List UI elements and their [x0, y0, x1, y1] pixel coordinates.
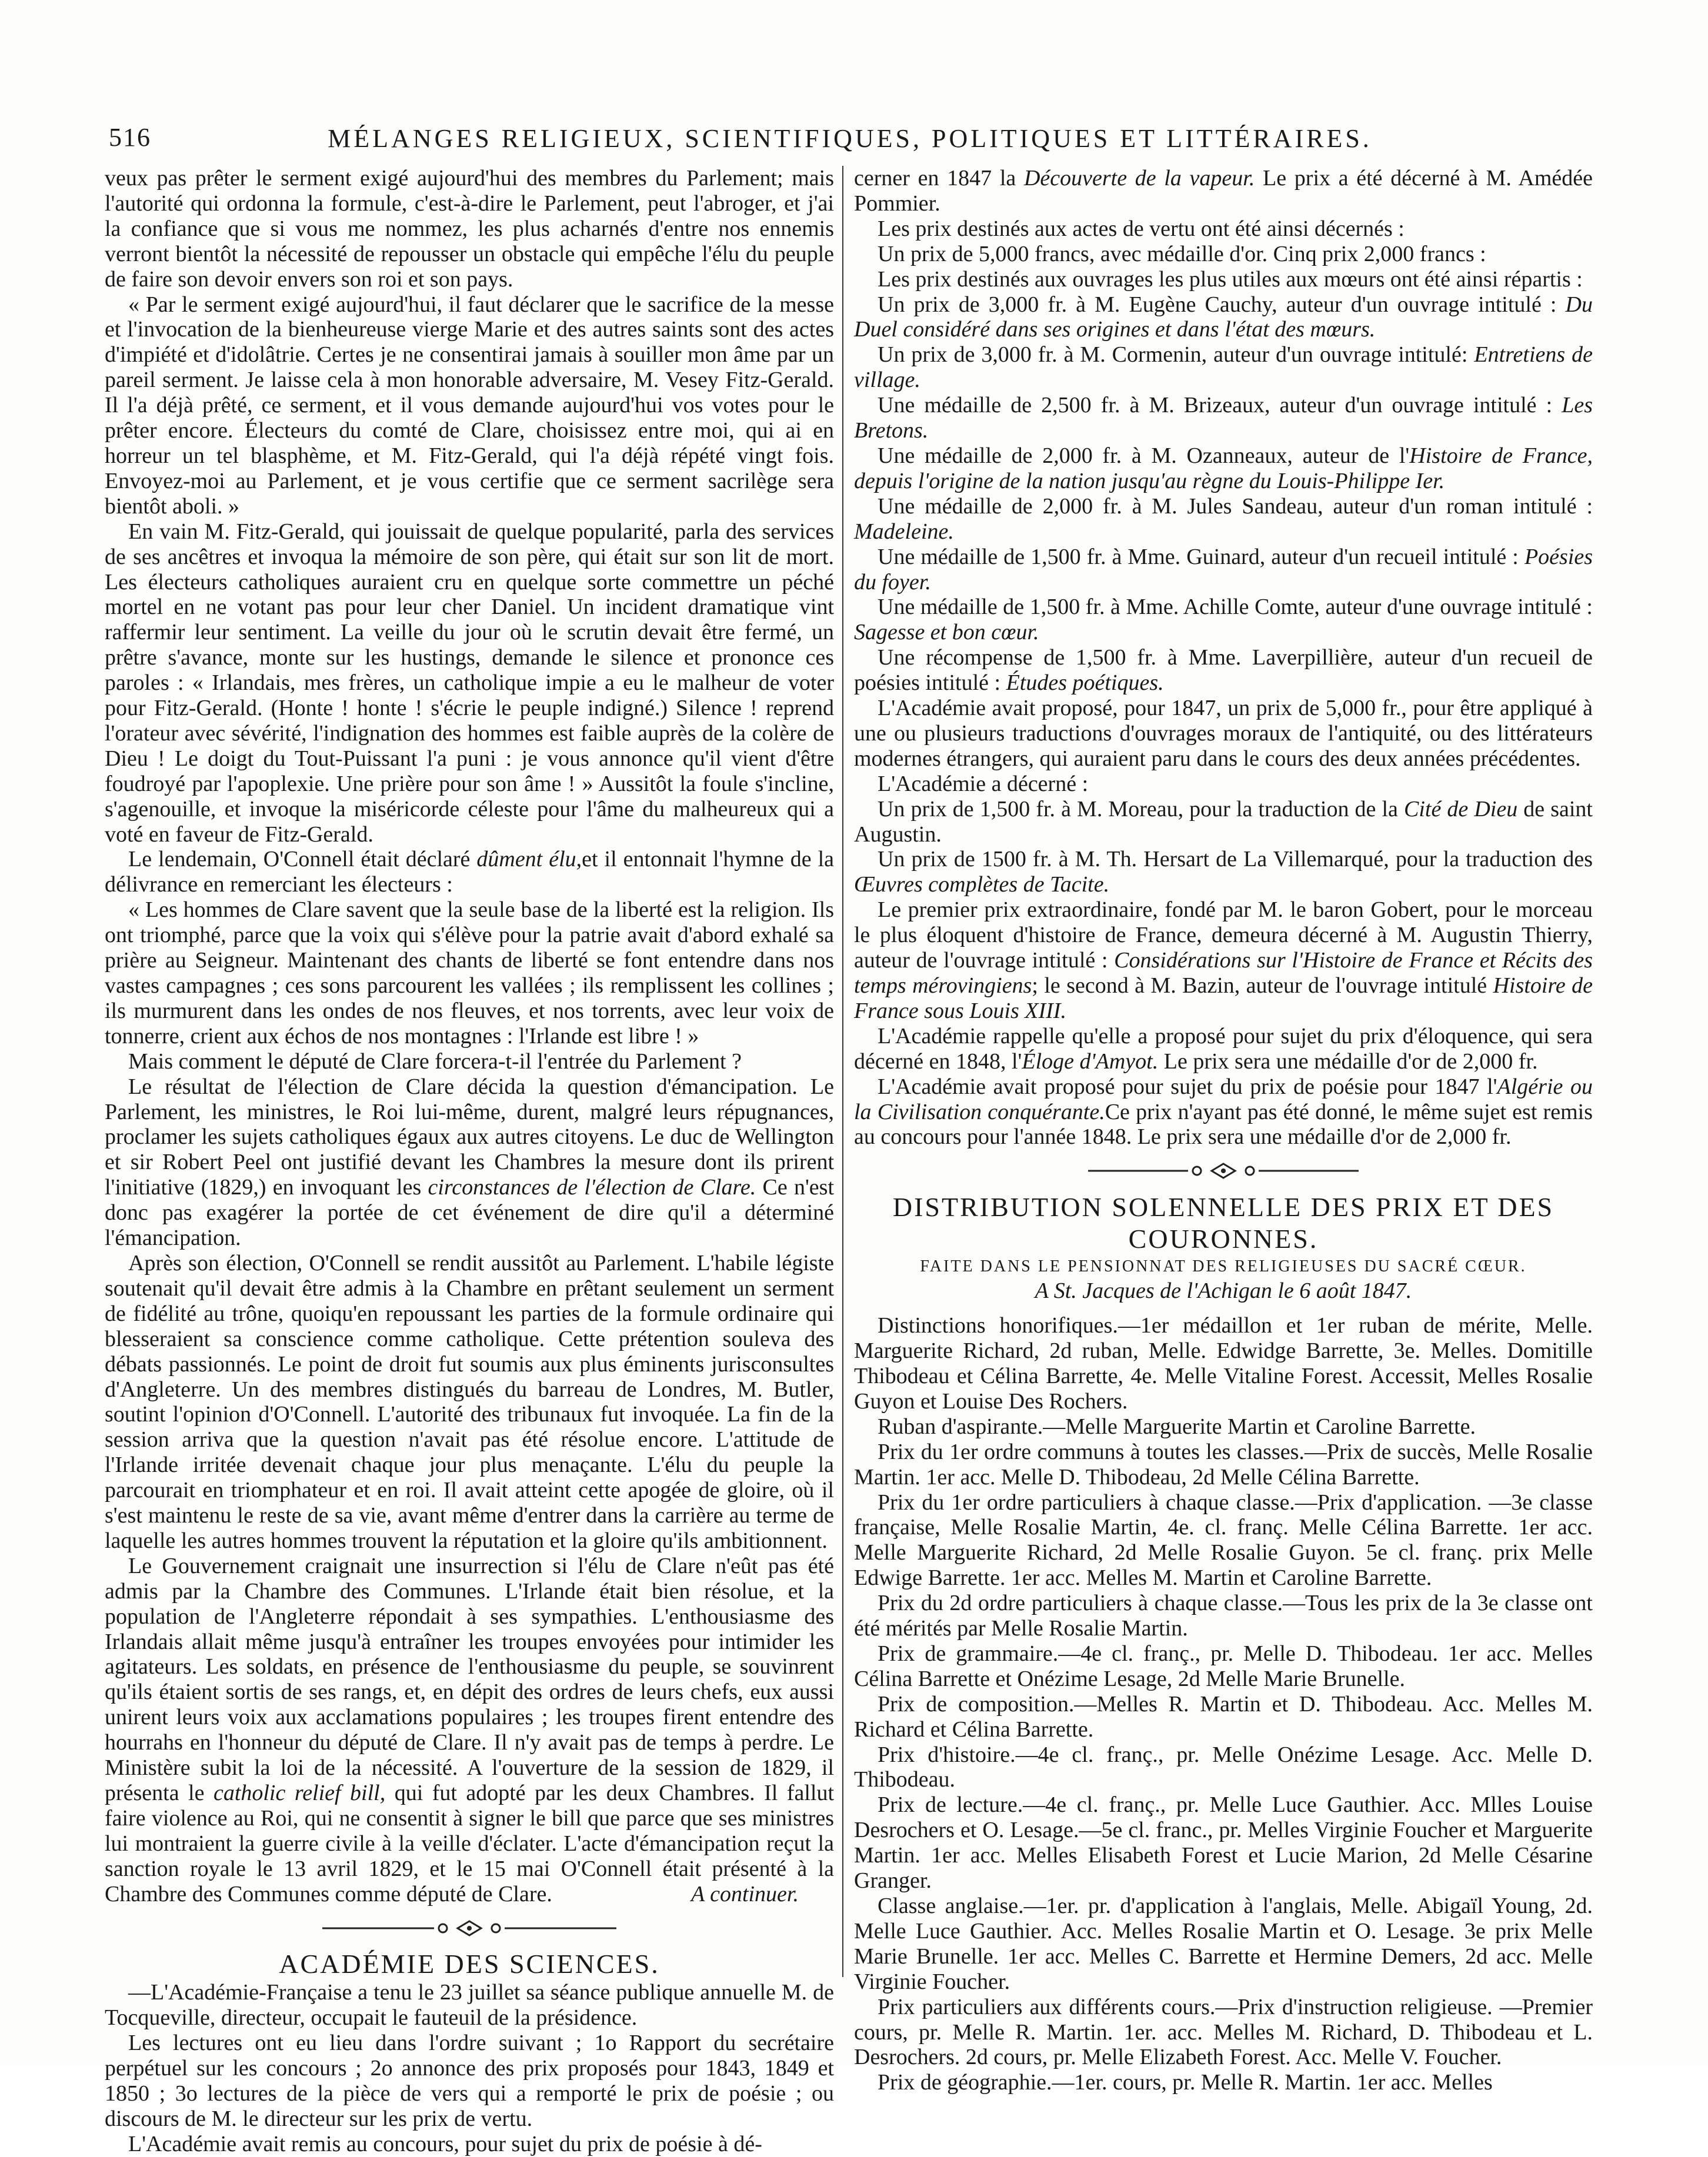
text: Le résultat de l'élection de Clare décida la question d'émancipation. Le Parlement, les ministres, le Roi lui-même, durent, malgré leurs répugnances, proclamer les sujets catholiques égaux aux autres citoyens. Le duc de Wellington et sir Robert Peel ont justifié devant les Chambres la mesure dont ils prirent l'initiative (1829,) en invoquant les — [105, 1074, 834, 1200]
paragraph: L'Académie avait remis au concours, pour sujet du prix de poésie à dé- — [128, 2131, 762, 2156]
italic-text: Poésies du foyer. — [854, 544, 1593, 595]
paragraph — [854, 847, 1593, 897]
section-heading: DISTRIBUTION SOLENNELLE DES PRIX ET DES COURONNES. — [892, 1192, 1554, 1254]
italic-text: Œuvres complètes de Tacite. — [854, 872, 1110, 897]
text: ; le second à M. Bazin, auteur de l'ouvrage intitulé — [1032, 973, 1487, 998]
paragraph — [854, 292, 1593, 343]
column-divider — [842, 166, 843, 1977]
paragraph: Après son élection, O'Connell se rendit aussitôt au Parlement. L'habile légiste soutenait qu'il devait être admis à la Chambre en prêtant seulement un serment de fidélité au trône, quoiqu'en repoussant les parties de la formule ordinaire qui blesseraient sa conscience comme catholique. Cette prétention souleva des débats passionnés. Le point de droit fut soumis aux plus éminents jurisconsultes d'Angleterre. Un des membres distingués du barreau de Londres, M. Butler, soutint l'opinion d'O'Connell. L'autorité des tribunaux fut invoquée. La fin de la session arriva que la question n'avait pas été résolue encore. L'attitude de l'Irlande irritée devenait chaque jour plus menaçante. L'élu du peuple la parcourait en triomphateur et en roi. Il avait atteint cette apogée de gloire, où il s'est maintenu le reste de sa vie, avant même d'entrer dans la carrière au terme de laquelle les autres hommes trouvent la réputation et la gloire qu'ils ambitionnent. — [105, 1250, 834, 1553]
ornament-icon — [316, 1919, 622, 1937]
paragraph: Distinctions honorifiques.—1er médaillon et 1er ruban de mérite, Melle. Marguerite Richard, 2d ruban, Melle. Edwidge Barrette, 3e. Melles. Domitille Thibodeau et Célina Barrette, 4e. Melle Vitaline Forest. Accessit, Melles Rosalie Guyon et Louise Des Rochers. — [854, 1313, 1593, 1414]
italic-text: Découverte de la vapeur. — [1023, 166, 1255, 191]
italic-text: Les Bretons. — [854, 393, 1593, 443]
section-heading: ACADÉMIE DES SCIENCES. — [279, 1949, 660, 1979]
text: Un prix de 3,000 fr. à M. Eugène Cauchy, auteur d'un ouvrage intitulé : — [878, 292, 1557, 317]
text: ,et il entonnait l'hymne de la délivrance en remerciant les électeurs : — [105, 847, 835, 897]
paragraph: Prix de géographie.—1er. cours, pr. Melle R. Martin. 1er acc. Melles — [878, 2070, 1493, 2095]
ornament-divider — [105, 1918, 834, 1943]
text: Le lendemain, O'Connell était déclaré — [128, 847, 471, 872]
text: Un prix de 3,000 fr. à M. Cormenin, auteur d'un ouvrage intitulé: — [878, 342, 1468, 368]
paragraph — [105, 1074, 834, 1251]
paragraph: —L'Académie-Française a tenu le 23 juillet sa séance publique annuelle M. de Tocqueville, directeur, occupait le fauteuil de la présidence. — [105, 1980, 834, 2031]
text: qui fut adopté par les deux Chambres. Il fallut faire violence au Roi, qui ne consentit à signer le bill que parce que ses ministres lui montraient la guerre civile à la veille d'éclater. L'acte d'émancipation reçut la sanction royale le 13 avril 1829, et le 15 mai O'Connell était présenté à la Chambre des Communes comme député de Clare. — [105, 1781, 834, 1906]
italic-text: Cité de Dieu — [1403, 796, 1518, 822]
italic-text: Histoire de France sous Louis XIII. — [854, 973, 1593, 1023]
text: Le prix a été décerné à M. Amédée Pommier. — [854, 166, 1593, 216]
paragraph: Un prix de 5,000 francs, avec médaille d'or. Cinq prix 2,000 francs : — [878, 241, 1486, 266]
paragraph — [854, 897, 1593, 1024]
paragraph — [854, 1074, 1593, 1150]
paragraph: Prix de lecture.—4e cl. franç., pr. Melle Luce Gauthier. Acc. Mlles Louise Desrochers et O. Lesage.—5e cl. franc., pr. Melles Virginie Foucher et Marguerite Martin. 1er acc. Melles Elisabeth Forest et Lucie Marion, 2d Melle Césarine Granger. — [854, 1792, 1593, 1894]
text: Une récompense de 1,500 fr. à Mme. Laverpillière, auteur d'un recueil de poésies intitulé : — [854, 645, 1593, 696]
to-be-continued: A continuer. — [691, 1881, 799, 1906]
text: Le prix sera une médaille d'or de 2,000 fr. — [1163, 1049, 1538, 1074]
paragraph: Prix du 1er ordre communs à toutes les classes.—Prix de succès, Melle Rosalie Martin. 1er acc. Melle D. Thibodeau, 2d Melle Célina Barrette. — [854, 1439, 1593, 1490]
paragraph: Ruban d'aspirante.—Melle Marguerite Martin et Caroline Barrette. — [878, 1414, 1476, 1439]
paragraph: Classe anglaise.—1er. pr. d'application à l'anglais, Melle. Abigaïl Young, 2d. Melle Luce Gauthier. Acc. Melles Rosalie Martin et O. Lesage. 3e prix Melle Marie Brunelle. 1er acc. Melles C. Barrette et Hermine Demers, 2d acc. Melle Virginie Foucher. — [854, 1894, 1593, 1994]
paragraph — [854, 166, 1593, 216]
dateline: A St. Jacques de l'Achigan le 6 août 1847. — [1035, 1278, 1412, 1304]
paragraph: L'Académie avait proposé, pour 1847, un prix de 5,000 fr., pour être appliqué à une ou plusieurs traductions d'ouvrages moraux de l'antiquité, ou des littérateurs modernes étrangers, qui auraient paru dans le cours des deux années précédentes. — [854, 696, 1593, 771]
paragraph: « Par le serment exigé aujourd'hui, il faut déclarer que le sacrifice de la messe et l'invocation de la bienheureuse vierge Marie et des autres saints sont des actes d'impiété et d'idolâtrie. Certes je ne consentirai jamais à souiller mon âme par un pareil serment. Je laisse cela à mon honorable adversaire, M. Vesey Fitz-Gerald. Il l'a déjà prêté, ce serment, et il vous demande aujourd'hui vos votes pour le prêter encore. Électeurs du comté de Clare, choisissez entre moi, qui ai en horreur un tel blasphème, et M. Fitz-Gerald, qui l'a déjà répété vingt fois. Envoyez-moi au Parlement, et je vous certifie que ce serment sacrilège sera bientôt aboli. » — [105, 292, 834, 519]
italic-text: Entretiens de village. — [854, 342, 1593, 393]
paragraph — [854, 797, 1593, 847]
text: Ce n'est donc pas exagérer la portée de cet événement de dire qu'il a déterminé l'émancipation. — [105, 1175, 835, 1251]
text: Un prix de 1,500 fr. à M. Moreau, pour la traduction de la — [878, 796, 1398, 822]
left-column — [105, 166, 834, 2157]
paragraph — [854, 443, 1593, 494]
paragraph: Prix de composition.—Melles R. Martin et D. Thibodeau. Acc. Melles M. Richard et Célina Barrette. — [854, 1691, 1593, 1742]
text: Un prix de 1500 fr. à M. Th. Hersart de La Villemarqué, pour la traduction des — [878, 847, 1593, 872]
paragraph — [854, 393, 1593, 443]
paragraph — [105, 847, 834, 897]
ornament-divider — [854, 1160, 1593, 1186]
right-column — [854, 166, 1593, 2095]
paragraph: Prix de grammaire.—4e cl. franç., pr. Melle D. Thibodeau. 1er acc. Melles Célina Barrette et Onézime Lesage, 2d Melle Marie Brunelle. — [854, 1641, 1593, 1691]
paragraph: Les prix destinés aux ouvrages les plus utiles aux mœurs ont été ainsi répartis : — [878, 266, 1583, 292]
paragraph: Prix du 2d ordre particuliers à chaque classe.—Tous les prix de la 3e classe ont été mérités par Melle Rosalie Martin. — [854, 1591, 1593, 1641]
italic-text: catholic relief bill, — [213, 1781, 386, 1805]
text: L'Académie rappelle qu'elle a proposé pour sujet du prix d'éloquence, qui sera décerné en 1848, l' — [854, 1023, 1593, 1074]
running-title: MÉLANGES RELIGIEUX, SCIENTIFIQUES, POLITIQUES ET LITTÉRAIRES. — [328, 124, 1372, 153]
paragraph: Les prix destinés aux actes de vertu ont été ainsi décernés : — [878, 216, 1405, 241]
italic-text: dûment élu — [476, 847, 576, 872]
italic-text: circonstances de l'élection de Clare. — [428, 1175, 756, 1200]
text: Une médaille de 2,000 fr. à M. Ozanneaux, auteur de l' — [878, 443, 1410, 468]
italic-text: Considérations sur l'Histoire de France et Récits des temps mérovingiens — [854, 948, 1593, 998]
page-number: 516 — [109, 123, 151, 152]
ornament-icon — [1082, 1162, 1365, 1180]
text: Une médaille de 2,500 fr. à M. Brizeaux, auteur d'un ouvrage intitulé : — [878, 393, 1553, 418]
text: Le Gouvernement craignait une insurrection si l'élu de Clare n'eût pas été admis par la Chambre des Communes. L'Irlande était bien résolue, et la population de l'Angleterre répondait à ses sympathies. L'enthousiasme des Irlandais allait même jusqu'à entraîner les troupes envoyées pour intimider les agitateurs. Les soldats, en présence de l'enthousiasme du peuple, se souvinrent qu'ils étaient sortis de ses rangs, et, en dépit des ordres de leurs chefs, eux aussi unirent leurs voix aux acclamations populaires ; les troupes firent entendre des hourrahs en l'honneur du député de Clare. Il n'y avait pas de temps à perdre. Le Ministère subit la loi de la nécessité. A l'ouverture de la session de 1829, il présenta le — [105, 1553, 834, 1805]
paragraph: En vain M. Fitz-Gerald, qui jouissait de quelque popularité, parla des services de ses ancêtres et invoqua la mémoire de son père, qui était sur son lit de mort. Les électeurs catholiques auraient cru en quelque sorte commettre un péché mortel en ne votant pas pour leur cher Daniel. Un incident dramatique vint raffermir leur sentiment. La veille du jour où le scrutin devait être fermé, un prêtre s'avance, monte sur les hustings, demande le silence et prononce ces paroles : « Irlandais, mes frères, un catholique impie a eu le malheur de voter pour Fitz-Gerald. (Honte ! honte ! s'écrie le peuple indigné.) Silence ! reprend l'orateur avec sévérité, l'indignation des hommes est faible auprès de la colère de Dieu ! Le doigt du Tout-Puissant l'a puni : je vous annonce qu'il vient d'être foudroyé par l'apoplexie. Une prière pour son âme ! » Aussitôt la foule s'incline, s'agenouille, et invoque la miséricorde céleste pour l'âme du malheureux qui a voté en faveur de Fitz-Gerald. — [105, 519, 834, 847]
text: Une médaille de 2,000 fr. à M. Jules Sandeau, auteur d'un roman intitulé : — [878, 493, 1593, 519]
paragraph: Prix d'histoire.—4e cl. franç., pr. Melle Onézime Lesage. Acc. Melle D. Thibodeau. — [854, 1742, 1593, 1792]
italic-text: Études poétiques. — [1006, 670, 1164, 696]
paragraph: Les lectures ont eu lieu dans l'ordre suivant ; 1o Rapport du secrétaire perpétuel sur les concours ; 2o annonce des prix proposés pour 1843, 1849 et 1850 ; 3o lectures de la pièce de vers qui a remporté le prix de poésie ; ou discours de M. le directeur sur les prix de vertu. — [105, 2031, 834, 2131]
paragraph — [854, 595, 1593, 645]
paragraph: « Les hommes de Clare savent que la seule base de la liberté est la religion. Ils ont triomphé, parce que la voix qui s'élève pour la patrie avait d'abord exhalé sa prière au Seigneur. Maintenant des chants de liberté se font entendre dans nos vastes campagnes ; ces sons parcourent les vallées ; ils remplissent les collines ; ils murmurent dans les ondes de nos fleuves, et nos torrents, avec leur voix de tonnerre, crient aux échos de nos montagnes : l'Irlande est libre ! » — [105, 897, 834, 1049]
italic-text: Madeleine. — [854, 519, 954, 544]
text: cerner en 1847 la — [854, 166, 1016, 191]
paragraph: Prix particuliers aux différents cours.—Prix d'instruction religieuse. —Premier cours, pr. Melle R. Martin. 1er. acc. Melles M. Richard, D. Thibodeau et L. Desrochers. 2d cours, pr. Melle Elizabeth Forest. Acc. Melle V. Foucher. — [854, 1994, 1593, 2070]
italic-text: Éloge d'Amyot. — [1022, 1049, 1159, 1074]
italic-text: Du Duel considéré dans ses origines et dans l'état des mœurs. — [854, 292, 1593, 342]
paragraph — [854, 645, 1593, 696]
text: Le premier prix extraordinaire, fondé par M. le baron Gobert, pour le morceau le plus éloquent d'histoire de France, demeura décerné à M. Augustin Thierry, auteur de l'ouvrage intitulé : — [854, 897, 1593, 973]
paragraph: Prix du 1er ordre particuliers à chaque classe.—Prix d'application. —3e classe française, Melle Rosalie Martin, 4e. cl. franç. Melle Célina Barrette. 1er acc. Melle Marguerite Richard, 2d Melle Rosalie Guyon. 5e cl. franç. prix Melle Edwige Barrette. 1er acc. Melles M. Martin et Caroline Barrette. — [854, 1490, 1593, 1591]
text: Une médaille de 1,500 fr. à Mme. Guinard, auteur d'un recueil intitulé : — [878, 544, 1519, 569]
paragraph: Mais comment le député de Clare forcera-t-il l'entrée du Parlement ? — [128, 1049, 742, 1074]
paragraph: L'Académie a décerné : — [878, 771, 1089, 796]
section-subheading: FAITE DANS LE PENSIONNAT DES RELIGIEUSES DU SACRÉ CŒUR. — [920, 1257, 1527, 1276]
text: de saint Augustin. — [854, 796, 1593, 847]
paragraph — [854, 1024, 1593, 1074]
italic-text: Sagesse et bon cœur. — [854, 620, 1039, 645]
paragraph — [105, 1554, 834, 1907]
text: L'Académie avait proposé pour sujet du prix de poésie pour 1847 l' — [878, 1074, 1497, 1099]
italic-text: Algérie ou la Civilisation conquérante. — [854, 1074, 1593, 1124]
page-header — [103, 122, 1597, 158]
text: Ce prix n'ayant pas été donné, le même sujet est remis au concours pour l'année 1848. Le prix sera une médaille d'or de 2,000 fr. — [854, 1099, 1593, 1150]
paragraph — [854, 545, 1593, 595]
italic-text: Histoire de France, depuis l'origine de la nation jusqu'au règne du Louis-Philippe Ier. — [854, 443, 1593, 493]
paragraph — [854, 494, 1593, 545]
paragraph: veux pas prêter le serment exigé aujourd'hui des membres du Parlement; mais l'autorité qui ordonna la formule, c'est-à-dire le Parlement, peut l'abroger, et j'ai la confiance que si vous me nommez, les plus acharnés d'entre nos ennemis verront bientôt la nécessité de repousser un obstacle qui empêche l'élu du peuple de faire son devoir envers son roi et son pays. — [105, 166, 834, 292]
paragraph — [854, 342, 1593, 393]
text: Une médaille de 1,500 fr. à Mme. Achille Comte, auteur d'une ouvrage intitulé : — [878, 595, 1593, 620]
